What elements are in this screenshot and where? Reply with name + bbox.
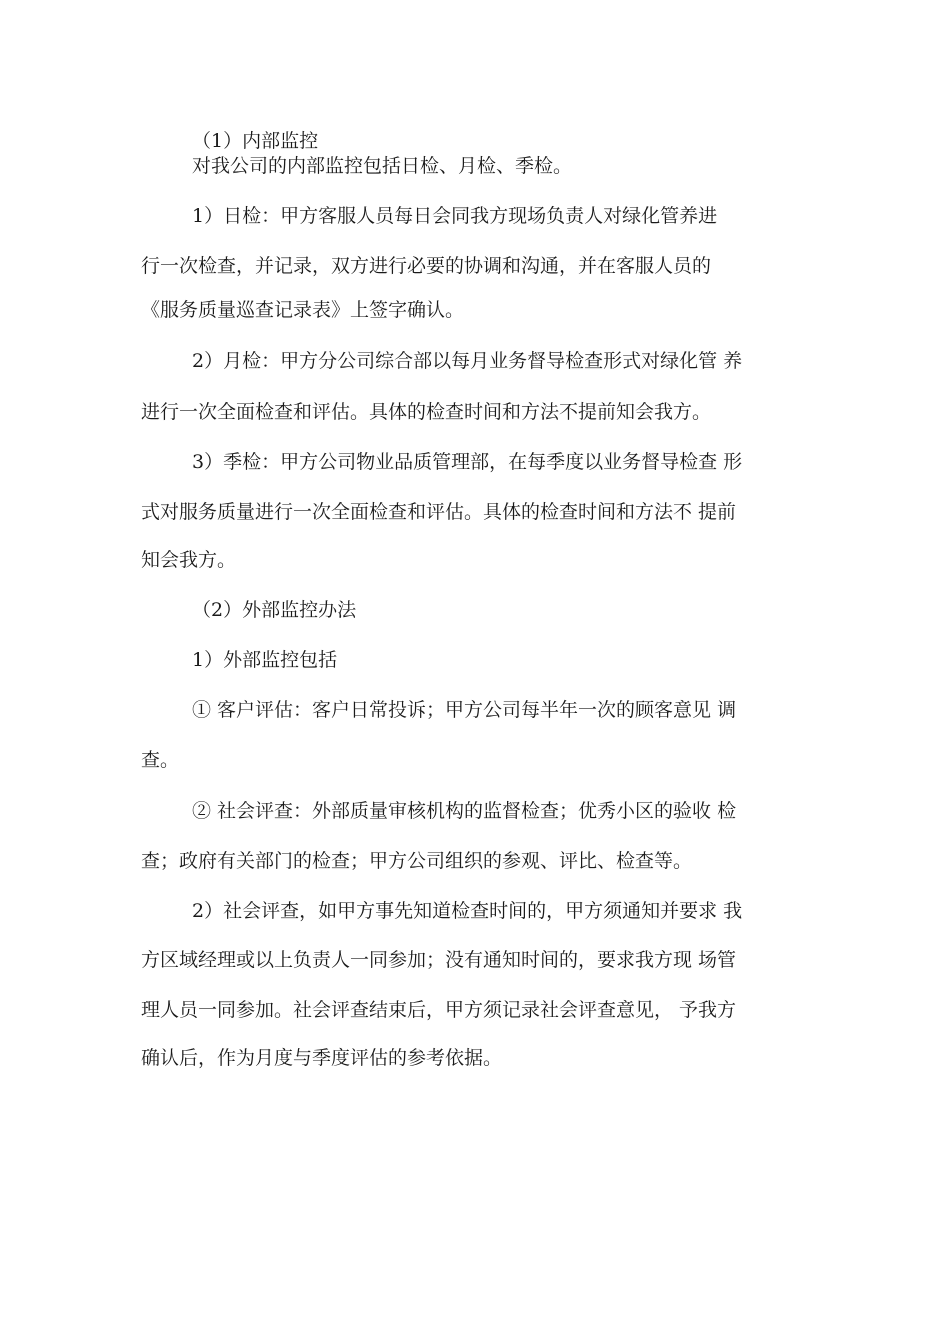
customer-evaluation-line-1: ① 客户评估：客户日常投诉；甲方公司每半年一次的顾客意见 调 (192, 699, 737, 721)
monthly-check-line-1: 2）月检：甲方分公司综合部以每月业务督导检查形式对绿化管 养 (192, 350, 743, 372)
daily-check-line-2: 行一次检查，并记录，双方进行必要的协调和沟通，并在客服人员的 (141, 255, 712, 277)
quarterly-check-line-1: 3）季检：甲方公司物业品质管理部，在每季度以业务督导检查 形 (192, 451, 743, 473)
monthly-check-line-2: 进行一次全面检查和评估。具体的检查时间和方法不提前知会我方。 (141, 401, 712, 423)
external-monitoring-includes: 1）外部监控包括 (192, 649, 338, 671)
social-review-line-1: ② 社会评查：外部质量审核机构的监督检查；优秀小区的验收 检 (192, 800, 737, 822)
quarterly-check-line-3: 知会我方。 (141, 549, 237, 571)
quarterly-check-line-2: 式对服务质量进行一次全面检查和评估。具体的检查时间和方法不 提前 (141, 501, 737, 523)
social-review-procedure-line-1: 2）社会评查，如甲方事先知道检查时间的，甲方须通知并要求 我 (192, 900, 743, 922)
section-heading-internal-monitoring: （1）内部监控 (192, 130, 319, 152)
daily-check-line-3: 《服务质量巡查记录表》上签字确认。 (141, 299, 465, 321)
customer-evaluation-line-2: 查。 (141, 749, 180, 771)
internal-monitoring-intro: 对我公司的内部监控包括日检、月检、季检。 (192, 155, 573, 177)
daily-check-line-1: 1）日检：甲方客服人员每日会同我方现场负责人对绿化管养进 (192, 205, 718, 227)
social-review-procedure-line-4: 确认后，作为月度与季度评估的参考依据。 (141, 1047, 503, 1069)
social-review-line-2: 查；政府有关部门的检查；甲方公司组织的参观、评比、检查等。 (141, 850, 693, 872)
section-heading-external-monitoring: （2）外部监控办法 (192, 599, 357, 621)
social-review-procedure-line-2: 方区域经理或以上负责人一同参加；没有通知时间的，要求我方现 场管 (141, 949, 737, 971)
social-review-procedure-line-3: 理人员一同参加。社会评查结束后，甲方须记录社会评查意见， 予我方 (141, 999, 737, 1021)
